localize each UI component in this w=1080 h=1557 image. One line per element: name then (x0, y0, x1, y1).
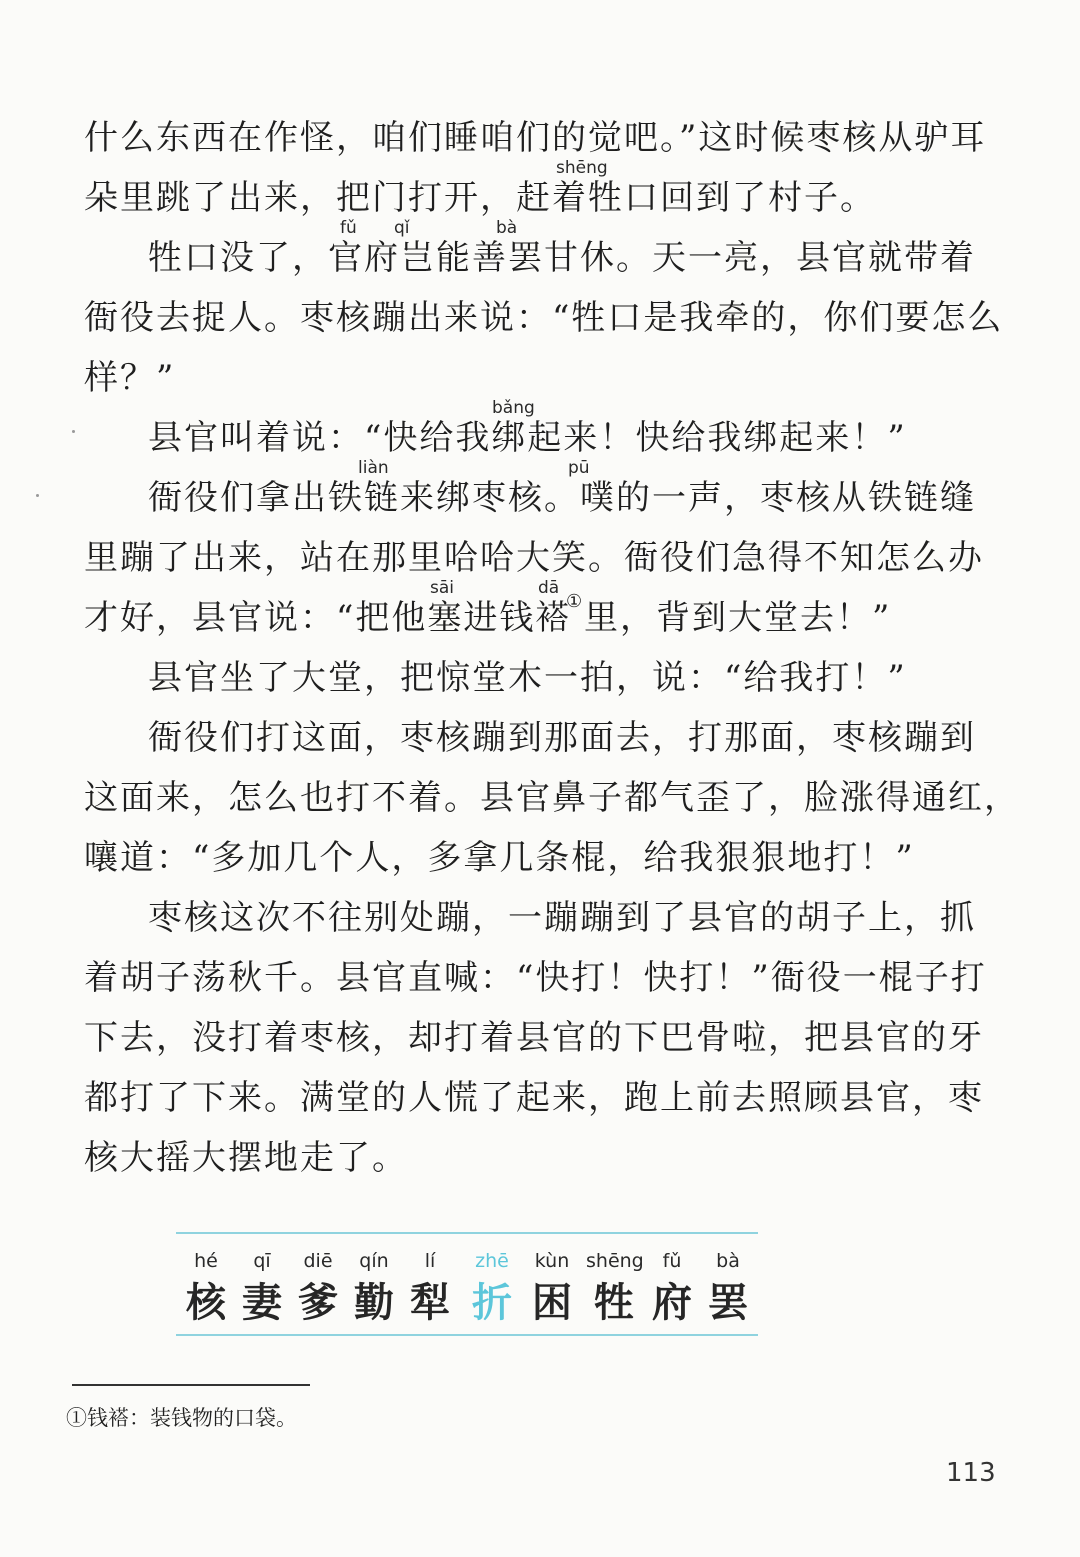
character-glyph: 犁 (410, 1279, 450, 1326)
character-glyph: 妻 (242, 1279, 282, 1326)
pinyin-annotation: pū (568, 458, 590, 478)
character-glyph: 困 (532, 1279, 572, 1326)
text-line: 衙役去捉人。枣核蹦出来说：“牲口是我牵的，你们要怎么 (84, 298, 1004, 338)
character-pinyin: lí (424, 1250, 436, 1272)
scan-speck (36, 494, 39, 497)
pinyin-annotation: sāi (430, 578, 454, 598)
character-pinyin: shēng (586, 1250, 644, 1272)
character-glyph: 罢 (708, 1279, 748, 1326)
text-line: 嚷道：“多加几个人，多拿几条棍，给我狠狠地打！” (84, 838, 915, 878)
pinyin-annotation: dā (538, 578, 560, 598)
character-pinyin: zhē (475, 1250, 509, 1272)
text-line: 里蹦了出来，站在那里哈哈大笑。衙役们急得不知怎么办 (84, 538, 984, 578)
character-glyph: 爹 (298, 1279, 338, 1326)
footnote-marker: ① (566, 591, 583, 612)
character-pinyin: bà (716, 1250, 740, 1272)
text-line: 这面来，怎么也打不着。县官鼻子都气歪了，脸涨得通红， (84, 778, 1020, 818)
pinyin-annotation: liàn (358, 458, 389, 478)
text-line: 衙役们拿出铁链来绑枣核。噗的一声，枣核从铁链缝 (148, 478, 976, 518)
pinyin-annotation: fǔ (340, 218, 357, 238)
text-line: 核大摇大摆地走了。 (84, 1138, 408, 1178)
character-glyph: 勤 (354, 1279, 394, 1326)
text-line: 牲口没了，官府岂能善罢甘休。天一亮，县官就带着 (148, 238, 976, 278)
text-line: 才好，县官说：“把他塞进钱褡 (84, 598, 572, 638)
character-pinyin: qín (359, 1250, 389, 1272)
text-line: 里，背到大堂去！” (584, 598, 892, 638)
pinyin-annotation: bǎng (492, 398, 535, 418)
text-line: 都打了下来。满堂的人慌了起来，跑上前去照顾县官，枣 (84, 1078, 984, 1118)
new-characters-box (176, 1232, 758, 1336)
character-pinyin: qī (253, 1250, 271, 1272)
footnote: ①钱褡：装钱物的口袋。 (66, 1406, 297, 1430)
pinyin-annotation: qǐ (394, 218, 410, 238)
text-line: 县官叫着说：“快给我绑起来！快给我绑起来！” (148, 418, 907, 458)
text-line: 枣核这次不往别处蹦，一蹦蹦到了县官的胡子上，抓 (148, 898, 976, 938)
character-glyph: 府 (652, 1279, 692, 1326)
scan-speck (72, 430, 75, 433)
character-pinyin: diē (303, 1250, 333, 1272)
character-glyph: 核 (186, 1279, 226, 1326)
text-line: 着胡子荡秋千。县官直喊：“快打！快打！”衙役一棍子打 (84, 958, 987, 998)
character-glyph: 牲 (594, 1279, 634, 1326)
footnote-divider (72, 1384, 310, 1386)
text-line: 样？” (84, 358, 176, 398)
text-line: 什么东西在作怪，咱们睡咱们的觉吧。”这时候枣核从驴耳 (84, 118, 987, 158)
character-pinyin: hé (194, 1250, 218, 1272)
character-pinyin: fǔ (662, 1250, 682, 1272)
character-pinyin: kùn (534, 1250, 570, 1272)
text-line: 衙役们打这面，枣核蹦到那面去，打那面，枣核蹦到 (148, 718, 976, 758)
pinyin-annotation: bà (496, 218, 518, 238)
pinyin-annotation: shēng (556, 158, 608, 178)
text-line: 朵里跳了出来，把门打开，赶着牲口回到了村子。 (84, 178, 876, 218)
text-line: 下去，没打着枣核，却打着县官的下巴骨啦，把县官的牙 (84, 1018, 984, 1058)
text-line: 县官坐了大堂，把惊堂木一拍，说：“给我打！” (148, 658, 907, 698)
page-number: 113 (946, 1458, 996, 1488)
character-glyph: 折 (472, 1279, 512, 1326)
